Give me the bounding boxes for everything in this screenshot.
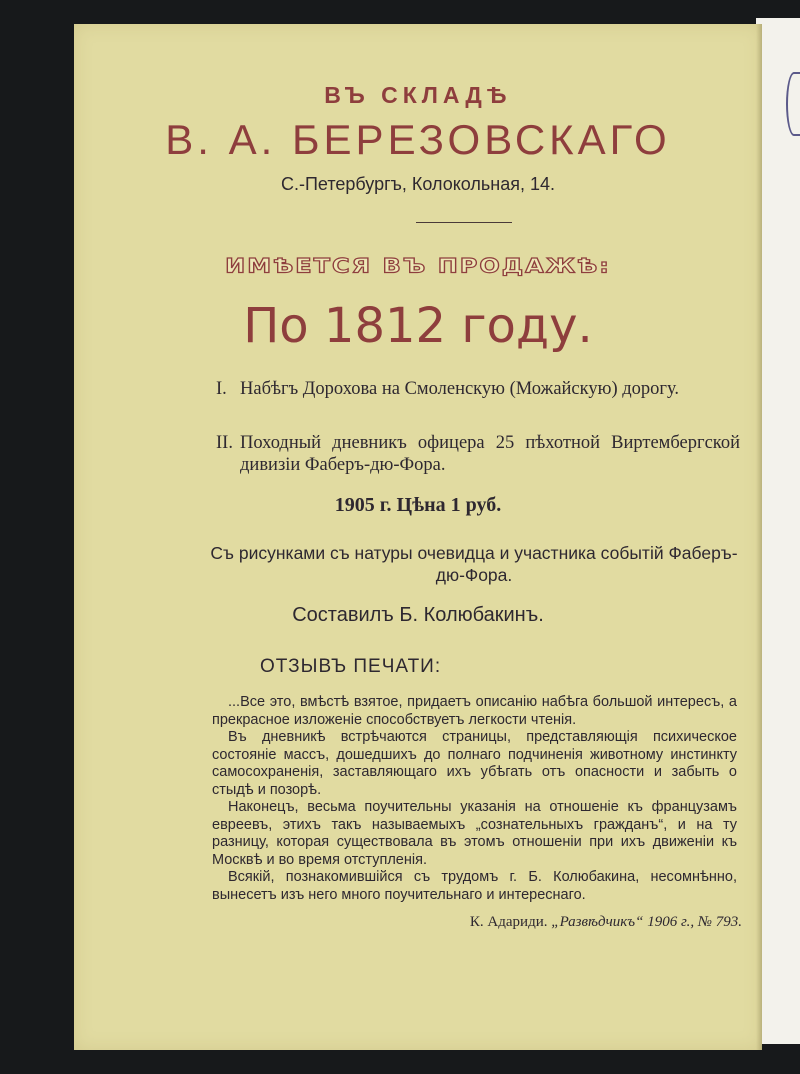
book-title: По 1812 году. — [243, 298, 593, 354]
advertisement-page — [74, 24, 762, 1050]
press-review-heading: ОТЗЫВЪ ПЕЧАТИ: — [260, 656, 442, 677]
year-and-price: 1905 г. Цѣна 1 руб. — [334, 494, 502, 516]
part-description: Набѣгъ Дорохова на Смоленскую (Можайскую) дорогу. — [240, 379, 680, 399]
adjacent-page-mark — [786, 72, 800, 136]
publisher-name: В. А. БЕРЕЗОВСКАГО — [165, 116, 671, 163]
divider-rule — [416, 222, 512, 223]
review-author: К. Адариди. — [469, 914, 548, 930]
part-number: I. — [216, 379, 227, 399]
adjacent-page-edge — [756, 18, 800, 1044]
review-paragraph: ...Все это, вмѣстѣ взятое, придаетъ описанію набѣга большой интересъ, а прекрасное изложеніе способствуетъ легкости чтенія. — [212, 694, 737, 728]
illustrations-note: Съ рисунками съ натуры очевидца и участника событій Фаберъ-дю-Фора. — [210, 543, 738, 585]
part-description: Походный дневникъ офицера 25 пѣхотной Виртембергской дивизіи Фаберъ-дю-Фора. — [240, 433, 740, 475]
review-paragraph: Всякій, познакомившійся съ трудомъ г. Б. Колюбакина, несомнѣнно, вынесетъ изъ него много поучительнаго и интереснаго. — [212, 869, 737, 903]
book-part-2 — [216, 432, 740, 476]
part-number: II. — [216, 433, 233, 453]
for-sale-heading: ИМѢЕТСЯ ВЪ ПРОДАЖѢ: — [225, 254, 611, 278]
compiler-credit: Составилъ Б. Колюбакинъ. — [292, 604, 544, 626]
review-paragraph: Наконецъ, весьма поучительны указанія на отношеніе къ французамъ евреевъ, этихъ такъ называемыхъ „сознательныхъ гражданъ“, и на ту разницу, которая существовала въ этомъ отношеніи при ихъ движеніи къ Москвѣ и во время отступленія. — [212, 799, 737, 868]
book-part-1 — [216, 378, 740, 400]
review-paragraph: Въ дневникѣ встрѣчаются страницы, представляющія психическое состояніе массъ, дошедшихъ до полнаго подчиненія животному инстинкту самосохраненія, заставляющаго ихъ убѣгать отъ опасности и забыть о стыдѣ и позорѣ. — [212, 729, 737, 798]
publisher-address: С.-Петербургъ, Колокольная, 14. — [280, 174, 556, 194]
review-attribution — [342, 914, 742, 931]
review-journal: „Развѣдчикъ“ 1906 г., № 793. — [551, 914, 742, 930]
press-review-text — [212, 694, 737, 904]
warehouse-heading: ВЪ СКЛАДѢ — [324, 82, 512, 108]
